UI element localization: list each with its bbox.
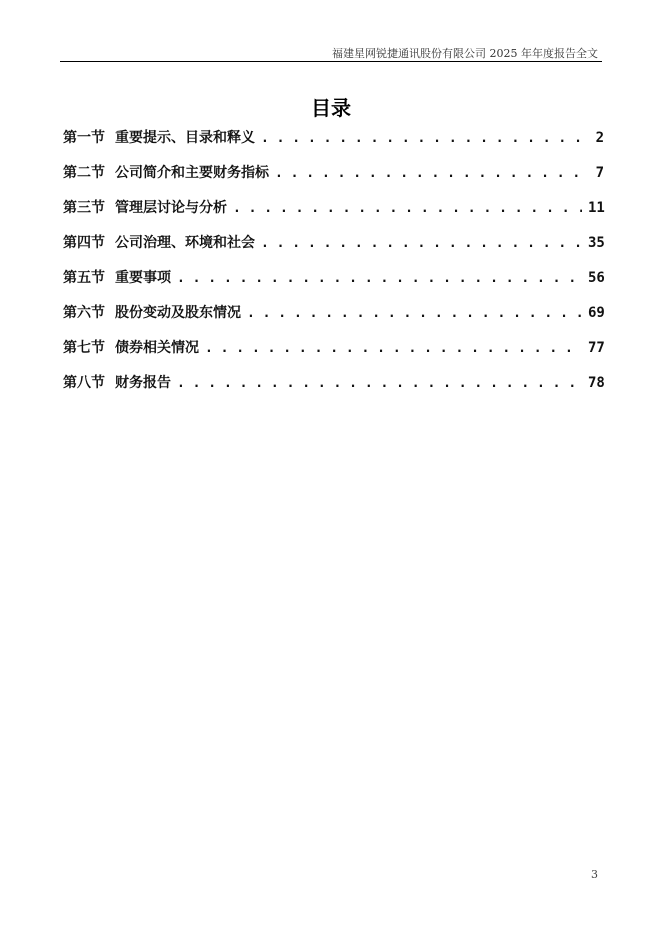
toc-entry[interactable] — [63, 337, 604, 372]
page-number: 3 — [591, 868, 598, 881]
toc-title: 目录 — [311, 96, 351, 120]
toc-section-number: 第三节 — [63, 200, 105, 216]
toc-section-heading: 公司简介和主要财务指标 — [115, 165, 269, 181]
toc-section-heading: 债券相关情况 — [115, 340, 199, 356]
toc-entry[interactable] — [63, 197, 604, 232]
toc-section-number: 第八节 — [63, 375, 105, 391]
toc-page-number: 2 — [595, 130, 604, 146]
toc-entry[interactable] — [63, 372, 604, 407]
table-of-contents — [63, 127, 604, 407]
toc-section-heading: 重要提示、目录和释义 — [115, 130, 255, 146]
toc-section-number: 第一节 — [63, 130, 105, 146]
toc-leader-dots — [233, 198, 582, 220]
toc-leader-dots — [261, 233, 582, 255]
toc-section-number: 第四节 — [63, 235, 105, 251]
toc-page-number: 7 — [595, 165, 604, 181]
toc-leader-dots — [275, 163, 582, 185]
toc-page-number: 78 — [588, 375, 605, 391]
header-divider — [60, 61, 602, 62]
toc-entry[interactable] — [63, 127, 604, 162]
toc-section-heading: 管理层讨论与分析 — [115, 200, 227, 216]
toc-entry[interactable] — [63, 302, 604, 337]
toc-section-heading: 公司治理、环境和社会 — [115, 235, 255, 251]
toc-leader-dots — [247, 303, 582, 325]
toc-entry[interactable] — [63, 267, 604, 302]
toc-section-heading: 重要事项 — [115, 270, 171, 286]
toc-section-number: 第五节 — [63, 270, 105, 286]
toc-entry[interactable] — [63, 162, 604, 197]
toc-section-number: 第二节 — [63, 165, 105, 181]
toc-section-heading: 财务报告 — [115, 375, 171, 391]
toc-section-number: 第六节 — [63, 305, 105, 321]
toc-page-number: 69 — [588, 305, 605, 321]
running-header: 福建星网锐捷通讯股份有限公司 2025 年年度报告全文 — [332, 47, 598, 60]
toc-section-number: 第七节 — [63, 340, 105, 356]
toc-leader-dots — [177, 268, 582, 290]
toc-entry[interactable] — [63, 232, 604, 267]
toc-leader-dots — [177, 373, 582, 395]
toc-page-number: 11 — [588, 200, 605, 216]
toc-leader-dots — [205, 338, 582, 360]
toc-page-number: 56 — [588, 270, 605, 286]
toc-page-number: 35 — [588, 235, 605, 251]
toc-leader-dots — [261, 128, 582, 150]
toc-section-heading: 股份变动及股东情况 — [115, 305, 241, 321]
toc-page-number: 77 — [588, 340, 605, 356]
